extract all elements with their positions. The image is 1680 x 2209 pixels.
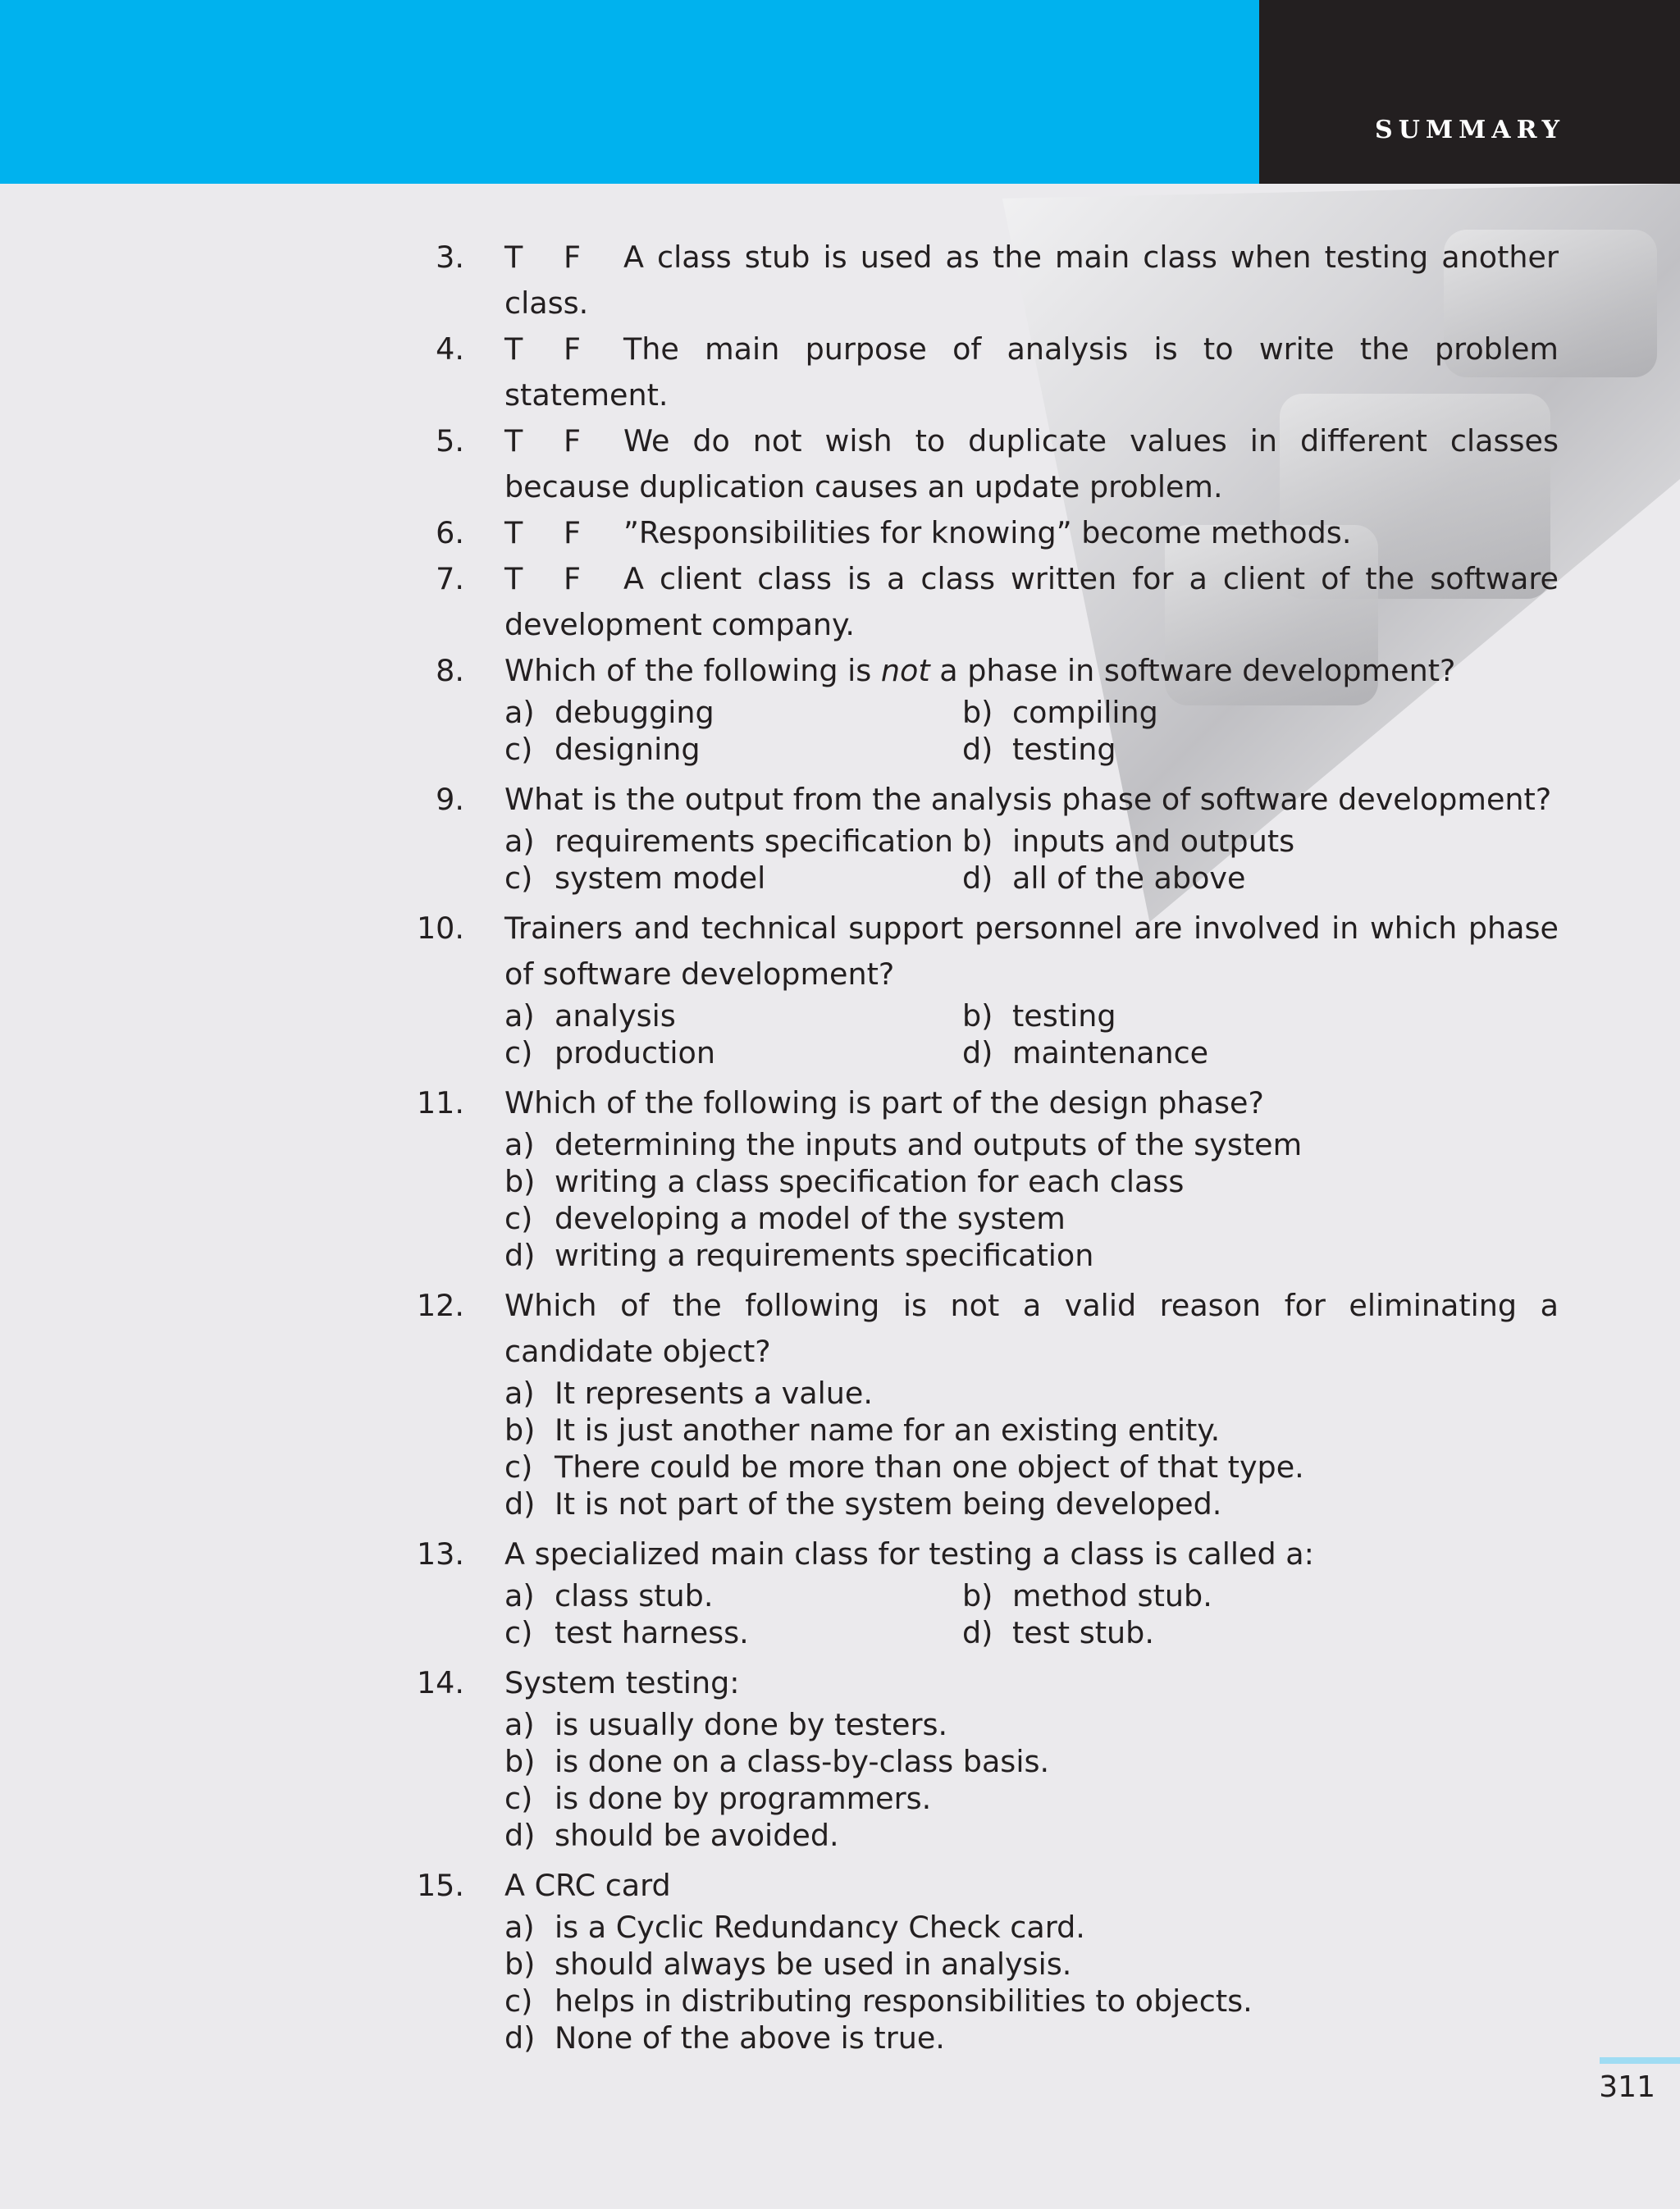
- question-number: 15.: [416, 1868, 464, 1903]
- option-c: c) developing a model of the system: [504, 1201, 1066, 1236]
- option-a: a) determining the inputs and outputs of the system: [504, 1127, 1303, 1162]
- option-c: c) production: [504, 1035, 715, 1070]
- option-c: c) test harness.: [504, 1615, 749, 1650]
- option-d: d) maintenance: [962, 1035, 1209, 1070]
- header-band-blue: [0, 0, 1259, 184]
- option-a: a) requirements specification: [504, 824, 954, 859]
- question-number: 3.: [436, 240, 464, 275]
- option-d: d) writing a requirements specification: [504, 1238, 1094, 1273]
- option-d: d) test stub.: [962, 1615, 1154, 1650]
- question-14: [402, 1660, 1559, 1863]
- false-marker: F: [564, 423, 581, 459]
- option-b: b) is done on a class-by-class basis.: [504, 1744, 1050, 1779]
- question-text: Which of the following is part of the design phase?: [504, 1085, 1264, 1120]
- answer-options: [504, 1375, 1559, 1522]
- question-11: [402, 1080, 1559, 1283]
- option-a: a) class stub.: [504, 1578, 714, 1613]
- option-d: d) None of the above is true.: [504, 2020, 945, 2056]
- option-a: a) is a Cyclic Redundancy Check card.: [504, 1910, 1085, 1945]
- option-c: c) designing: [504, 732, 701, 767]
- true-marker: T: [504, 240, 523, 275]
- question-text: System testing:: [504, 1665, 740, 1700]
- question-10: [402, 906, 1559, 1080]
- option-d: d) should be avoided.: [504, 1818, 839, 1853]
- option-d: d) all of the above: [962, 860, 1246, 896]
- false-marker: F: [564, 515, 581, 550]
- question-15: [402, 1863, 1559, 2065]
- answer-options: [504, 1909, 1559, 2056]
- option-b: b) should always be used in analysis.: [504, 1947, 1072, 1982]
- answer-options: [504, 823, 1559, 897]
- answer-options: [504, 1126, 1559, 1274]
- question-text: The main purpose of analysis is to write the problem statement.: [504, 331, 1559, 413]
- option-b: b) method stub.: [962, 1578, 1212, 1613]
- question-number: 12.: [416, 1288, 464, 1323]
- question-text: We do not wish to duplicate values in different classes because duplication causes an update problem.: [504, 423, 1559, 504]
- page-number-rule: [1600, 2057, 1680, 2064]
- emphasis-not: not: [880, 653, 930, 688]
- question-number: 14.: [416, 1665, 464, 1700]
- answer-options: [504, 1706, 1559, 1854]
- question-number: 4.: [436, 331, 464, 367]
- question-number: 9.: [436, 782, 464, 817]
- question-12: [402, 1283, 1559, 1531]
- section-title: SUMMARY: [1375, 116, 1565, 144]
- option-c: c) helps in distributing responsibilities to objects.: [504, 1983, 1253, 2019]
- option-c: c) is done by programmers.: [504, 1781, 932, 1816]
- option-a: a) is usually done by testers.: [504, 1707, 948, 1742]
- option-d: d) testing: [962, 732, 1116, 767]
- page-number: 311: [1599, 2070, 1655, 2104]
- option-a: a) analysis: [504, 998, 676, 1034]
- false-marker: F: [564, 240, 581, 275]
- question-text: A specialized main class for testing a class is called a:: [504, 1536, 1314, 1572]
- question-number: 5.: [436, 423, 464, 459]
- true-marker: T: [504, 423, 523, 459]
- question-text: ”Responsibilities for knowing” become methods.: [623, 515, 1352, 550]
- question-7: [402, 556, 1559, 648]
- option-b: b) compiling: [962, 695, 1158, 730]
- option-b: b) writing a class specification for each class: [504, 1164, 1185, 1199]
- question-number: 11.: [416, 1085, 464, 1120]
- answer-options: [504, 1577, 1559, 1651]
- true-marker: T: [504, 561, 523, 596]
- option-a: a) debugging: [504, 695, 714, 730]
- question-list: [402, 235, 1559, 2065]
- question-5: [402, 418, 1559, 510]
- question-text: A CRC card: [504, 1868, 671, 1903]
- question-4: [402, 326, 1559, 418]
- option-c: c) There could be more than one object of that type.: [504, 1449, 1304, 1485]
- false-marker: F: [564, 331, 581, 367]
- true-marker: T: [504, 515, 523, 550]
- question-text: Which of the following is not a valid reason for eliminating a candidate object?: [504, 1288, 1559, 1369]
- option-c: c) system model: [504, 860, 766, 896]
- question-9: [402, 777, 1559, 906]
- question-number: 7.: [436, 561, 464, 596]
- option-b: b) It is just another name for an existing entity.: [504, 1413, 1221, 1448]
- option-d: d) It is not part of the system being developed.: [504, 1486, 1222, 1522]
- question-8: [402, 648, 1559, 777]
- answer-options: [504, 694, 1559, 768]
- option-b: b) inputs and outputs: [962, 824, 1295, 859]
- answer-options: [504, 997, 1559, 1071]
- question-text: Trainers and technical support personnel are involved in which phase of software development?: [504, 911, 1559, 992]
- option-a: a) It represents a value.: [504, 1376, 873, 1411]
- question-number: 10.: [416, 911, 464, 946]
- question-number: 13.: [416, 1536, 464, 1572]
- question-number: 6.: [436, 515, 464, 550]
- question-text: Which of the following is not a phase in software development?: [504, 653, 1456, 688]
- question-number: 8.: [436, 653, 464, 688]
- question-text: A class stub is used as the main class when testing another class.: [504, 240, 1559, 321]
- question-text: A client class is a class written for a client of the software development company.: [504, 561, 1559, 642]
- header-band-dark: [1259, 0, 1680, 184]
- question-3: [402, 235, 1559, 326]
- question-13: [402, 1531, 1559, 1660]
- question-text: What is the output from the analysis phase of software development?: [504, 782, 1552, 817]
- true-marker: T: [504, 331, 523, 367]
- option-b: b) testing: [962, 998, 1116, 1034]
- false-marker: F: [564, 561, 581, 596]
- question-6: [402, 510, 1559, 556]
